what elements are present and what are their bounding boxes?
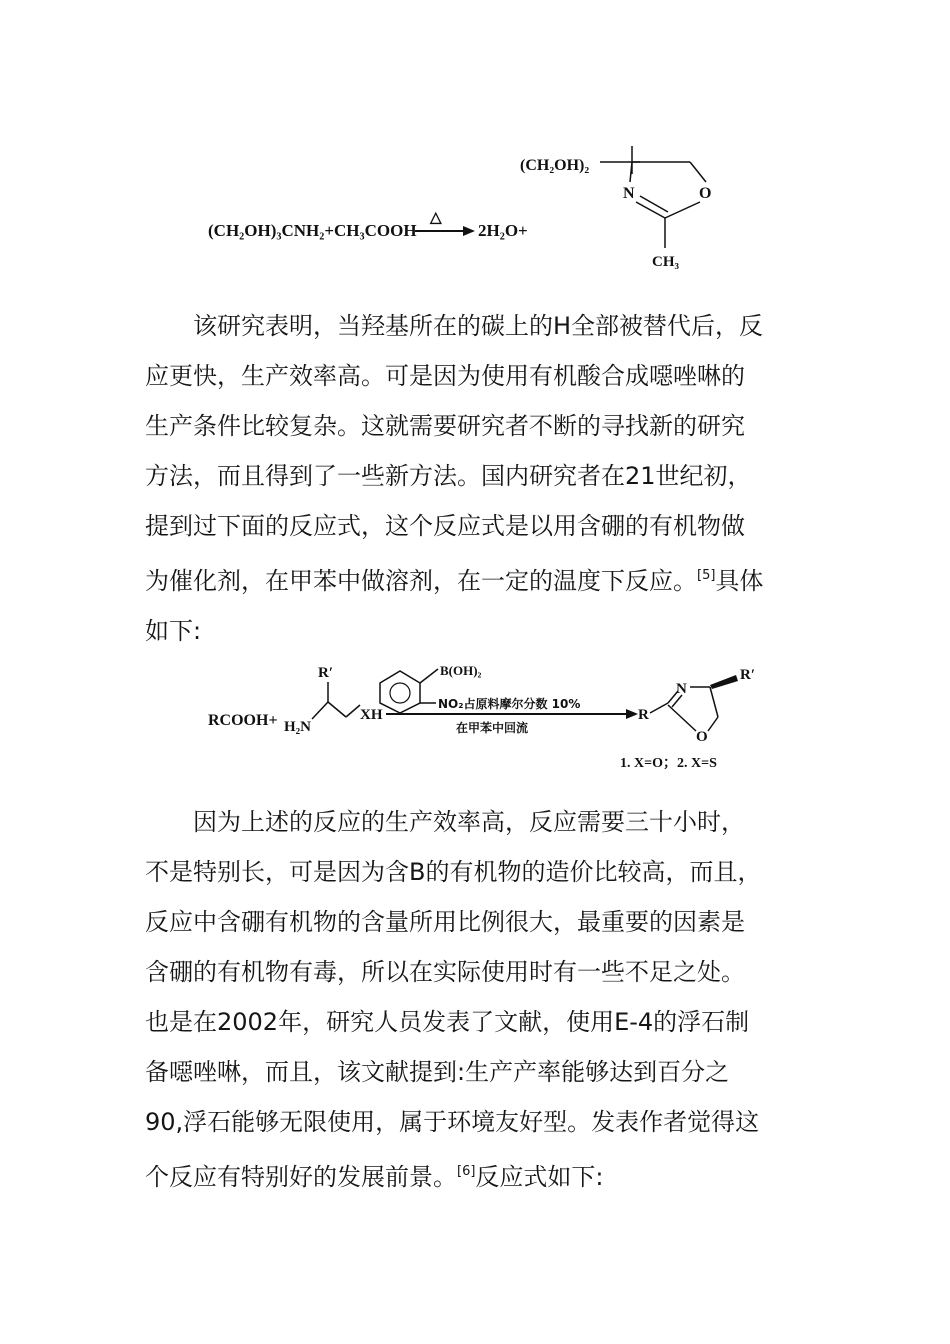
scheme2-r-prime: R′ — [318, 665, 334, 681]
paragraph2-line-1: 因为上述的反应的生产效率高，反应需要三十小时， — [193, 808, 745, 836]
scheme2-bond-b — [328, 702, 346, 717]
scheme1-condition: △ — [430, 210, 442, 226]
reaction-scheme-1 — [200, 140, 720, 275]
scheme2-bond-r-c2 — [650, 703, 668, 713]
scheme1-arrowhead — [463, 226, 475, 236]
scheme2-product-r: R — [638, 707, 649, 723]
paragraph1-line-3: 生产条件比较复杂。这就需要研究者不断的寻找新的研究 — [145, 412, 745, 440]
scheme2-wedge-bond — [710, 675, 738, 689]
paragraph2-line-8-tail: 反应式如下: — [475, 1163, 604, 1191]
paragraph1-line-7: 如下: — [145, 617, 202, 645]
scheme2-nitro-condition: NO₂占原料摩尔分数 10% — [438, 697, 581, 711]
scheme1-bond-c5-o — [690, 162, 706, 182]
scheme2-benzene-inner — [390, 683, 410, 703]
scheme2-reactant: RCOOH+ — [208, 712, 278, 729]
scheme2-bond-boron — [420, 669, 438, 683]
scheme2-note: 1. X=O；2. X=S — [620, 756, 717, 771]
paragraph2-line-8-text: 个反应有特别好的发展前景。 — [145, 1163, 457, 1191]
scheme1-bond-c2-o — [665, 202, 700, 218]
paragraph2-line-7: 90,浮石能够无限使用，属于环境友好型。发表作者觉得这 — [145, 1108, 760, 1136]
scheme2-bond-o-c2 — [668, 705, 696, 731]
paragraph1-line-6 — [145, 551, 810, 606]
scheme2-bond-c4-c5 — [710, 687, 718, 717]
scheme1-bond-c4-n — [630, 162, 632, 182]
scheme2-amine: H₂N — [284, 719, 311, 735]
paragraph-2 — [145, 797, 810, 1202]
paragraph1-line-5: 提到过下面的反应式，这个反应式是以用含硼的有机物做 — [145, 512, 745, 540]
scheme2-solvent-condition: 在甲苯中回流 — [456, 721, 529, 735]
paragraph2-line-2: 不是特别长，可是因为含B的有机物的造价比较高，而且， — [145, 858, 762, 886]
scheme2-product-n: N — [676, 681, 687, 697]
reaction-scheme-2 — [200, 655, 800, 775]
citation-6: [6] — [457, 1164, 476, 1179]
scheme2-bond-a — [312, 702, 328, 719]
scheme2-xh: XH — [360, 707, 383, 723]
paragraph1-line-6-tail: 具体 — [715, 567, 764, 595]
paragraph1-line-6-text: 为催化剂，在甲苯中做溶剂，在一定的温度下反应。 — [145, 567, 697, 595]
paragraph2-line-4: 含硼的有机物有毒，所以在实际使用时有一些不足之处。 — [145, 958, 745, 986]
scheme2-arrowhead — [626, 709, 638, 719]
scheme1-bond-n-c2 — [636, 202, 665, 218]
scheme2-boronic: B(OH)₂ — [440, 663, 482, 678]
scheme1-reactant: (CH₂OH)₃CNH₂+CH₃COOH — [208, 221, 417, 240]
scheme2-product-r-prime: R′ — [740, 667, 756, 683]
scheme1-ring-n: N — [623, 185, 635, 202]
paragraph2-line-6: 备噁唑啉，而且，该文献提到:生产产率能够达到百分之 — [145, 1058, 730, 1086]
citation-5: [5] — [697, 568, 716, 583]
scheme2-bond-c5-o — [708, 717, 718, 731]
paragraph1-line-2: 应更快，生产效率高。可是因为使用有机酸合成噁唑啉的 — [145, 362, 745, 390]
scheme1-ring-o: O — [699, 185, 712, 202]
scheme1-methyl: CH₃ — [652, 254, 679, 270]
scheme1-substituent: (CH₂OH)₂ — [520, 157, 590, 174]
paragraph-1 — [145, 301, 810, 656]
scheme2-bond-c — [346, 705, 360, 717]
paragraph2-line-5: 也是在2002年，研究人员发表了文献，使用E-4的浮石制 — [145, 1008, 750, 1036]
scheme2-benzene-ring — [380, 671, 420, 713]
scheme2-product-o: O — [696, 729, 708, 745]
paragraph2-line-3: 反应中含硼有机物的含量所用比例很大，最重要的因素是 — [145, 908, 745, 936]
scheme1-bond-n-c2-double — [640, 196, 668, 212]
paragraph1-line-1: 该研究表明，当羟基所在的碳上的H全部被替代后，反 — [193, 312, 764, 340]
paragraph2-line-8 — [145, 1147, 810, 1202]
paragraph1-line-4: 方法，而且得到了一些新方法。国内研究者在21世纪初， — [145, 462, 752, 490]
scheme1-product-water: 2H₂O+ — [478, 221, 528, 240]
